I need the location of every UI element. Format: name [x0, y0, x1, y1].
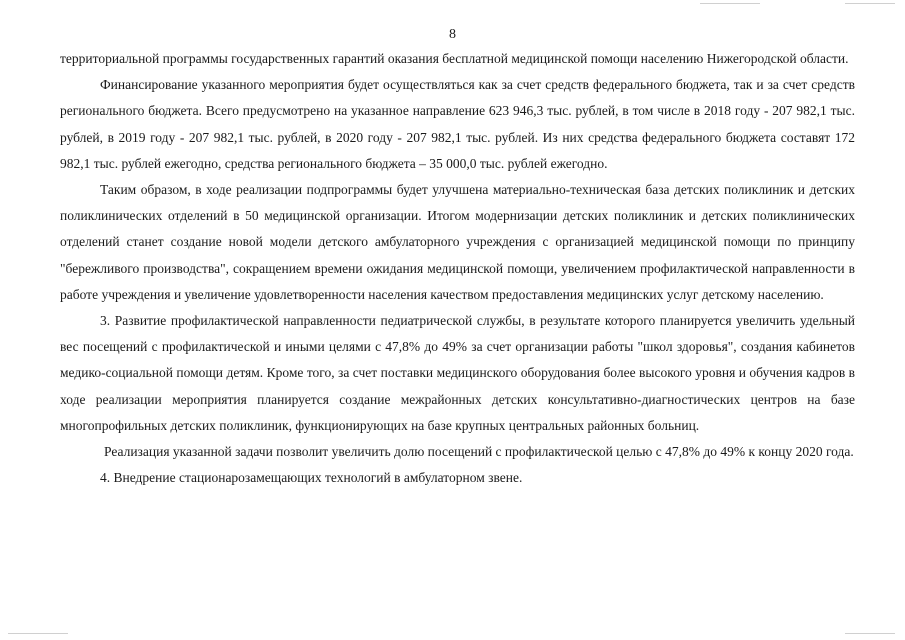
scan-artifact-line [845, 3, 895, 4]
scan-artifact-line [845, 633, 895, 634]
page-number: 8 [449, 27, 456, 42]
scan-artifact-line [700, 3, 760, 4]
document-body [60, 46, 855, 491]
paragraph-modernization: Таким образом, в ходе реализации подпрограммы будет улучшена материально-техническая база детских поликлиник и детских поликлинических отделений в 50 медицинской организации. Итогом модернизации детских поликлиник и детских поликлинических отделений станет создание новой модели детского амбулаторного учреждения с организацией медицинской помощи по принципу "бережливого производства", сокращением времени ожидания медицинской помощи, увеличением профилактической направленности в работе учреждения и увеличение удовлетворенности населения качеством предоставления медицинских услуг детскому населению. [60, 182, 855, 302]
paragraph-item-4: 4. Внедрение стационарозамещающих технологий в амбулаторном звене. [100, 470, 523, 486]
paragraph-continuation: территориальной программы государственных гарантий оказания бесплатной медицинской помощи населению Нижегородской области. [60, 51, 849, 66]
paragraph-item-3: 3. Развитие профилактической направленности педиатрической службы, в результате которого планируется увеличить удельный вес посещений с профилактической и иными целями с 47,8% до 49% за счет организации работы "школ здоровья", создания кабинетов медико-социальной помощи детям. Кроме того, за счет поставки медицинского оборудования более высокого уровня и обучения кадров в ходе реализации мероприятия планируется создание межрайонных детских консультативно-диагностических центров на базе многопрофильных детских поликлиник, функционирующих на базе крупных центральных районных больниц. [60, 313, 855, 433]
paragraph-task-result: Реализация указанной задачи позволит увеличить долю посещений с профилактической целью с 47,8% до 49% к концу 2020 года. [104, 444, 854, 460]
paragraph-financing: Финансирование указанного мероприятия будет осуществляться как за счет средств федерального бюджета, так и за счет средств регионального бюджета. Всего предусмотрено на указанное направление 623 946,3 тыс. рублей, в том числе в 2018 году - 207 982,1 тыс. рублей, в 2019 году - 207 982,1 тыс. рублей, в 2020 году - 207 982,1 тыс. рублей. Из них средства федерального бюджета составят 172 982,1 тыс. рублей ежегодно, средства регионального бюджета – 35 000,0 тыс. рублей ежегодно. [60, 77, 855, 171]
scan-artifact-line [8, 633, 68, 634]
